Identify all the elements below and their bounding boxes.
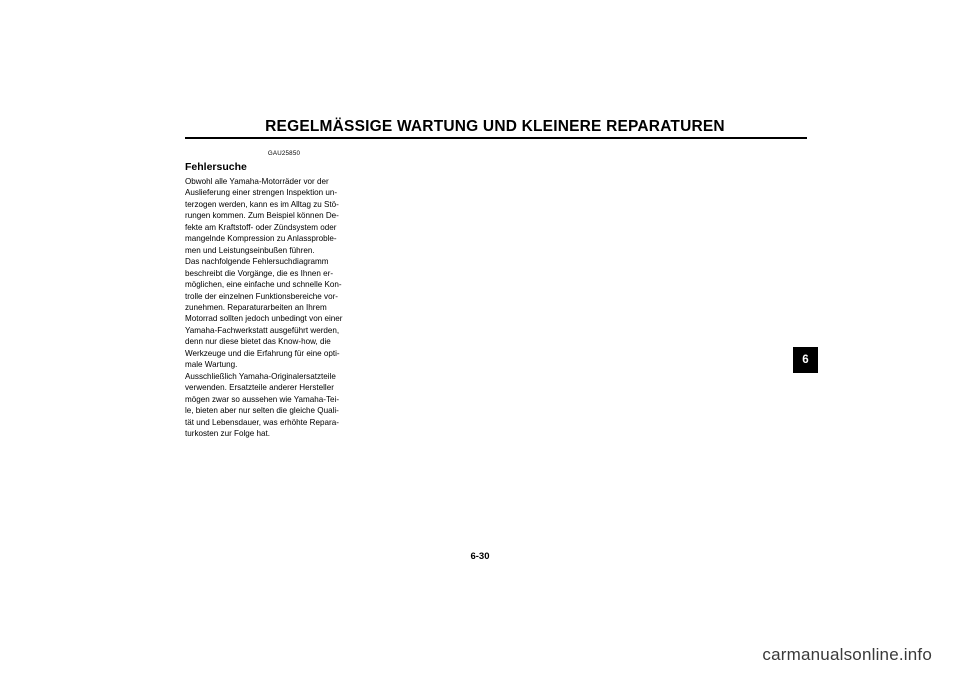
text-line: mögen zwar so aussehen wie Yamaha-Tei- xyxy=(185,394,340,404)
text-line: Werkzeuge und die Erfahrung für eine opti- xyxy=(185,348,340,358)
text-line: zunehmen. Reparaturarbeiten an Ihrem xyxy=(185,302,327,312)
text-line: möglichen, eine einfache und schnelle Kon- xyxy=(185,280,342,290)
text-line: fekte am Kraftstoff- oder Zündsystem oder xyxy=(185,222,337,232)
site-watermark: carmanualsonline.info xyxy=(762,645,932,664)
section-heading: Fehlersuche xyxy=(185,161,247,173)
text-line: trolle der einzelnen Funktionsbereiche vor- xyxy=(185,291,338,301)
text-line: rungen kommen. Zum Beispiel können De- xyxy=(185,211,339,221)
text-line: denn nur diese bietet das Know-how, die xyxy=(185,337,331,347)
text-line: mangelnde Kompression zu Anlassproble- xyxy=(185,234,337,244)
text-line: tät und Lebensdauer, was erhöhte Repara- xyxy=(185,417,339,427)
text-line: Yamaha-Fachwerkstatt ausgeführt werden, xyxy=(185,325,340,335)
text-line: Das nachfolgende Fehlersuchdiagramm xyxy=(185,257,329,267)
text-line: men und Leistungseinbußen führen. xyxy=(185,245,315,255)
page-number: 6-30 xyxy=(470,551,490,562)
header-divider xyxy=(185,137,807,139)
text-line: male Wartung. xyxy=(185,360,238,370)
text-line: Motorrad sollten jedoch unbedingt von einer xyxy=(185,314,343,324)
text-line: terzogen werden, kann es im Alltag zu Stö- xyxy=(185,199,339,209)
text-line: turkosten zur Folge hat. xyxy=(185,428,271,438)
text-line: Obwohl alle Yamaha-Motorräder vor der xyxy=(185,177,329,186)
chapter-tab-marker xyxy=(793,347,818,373)
paragraph-3 xyxy=(185,371,377,440)
body-text-column xyxy=(185,150,377,439)
paragraph-2 xyxy=(185,256,377,371)
section-code: GAU25850 xyxy=(267,150,301,157)
text-line: beschreibt die Vorgänge, die es Ihnen er- xyxy=(185,268,334,278)
paragraph-1 xyxy=(185,176,377,256)
chapter-tab-number: 6 xyxy=(802,354,809,366)
text-line: le, bieten aber nur selten die gleiche Quali- xyxy=(185,406,339,416)
text-line: Ausschließlich Yamaha-Originalersatzteile xyxy=(185,371,336,381)
text-line: Auslieferung einer strengen Inspektion un- xyxy=(185,188,338,198)
text-line: verwenden. Ersatzteile anderer Hersteller xyxy=(185,383,334,393)
page-header-title: REGELMÄSSIGE WARTUNG UND KLEINERE REPARATUREN xyxy=(265,118,725,135)
